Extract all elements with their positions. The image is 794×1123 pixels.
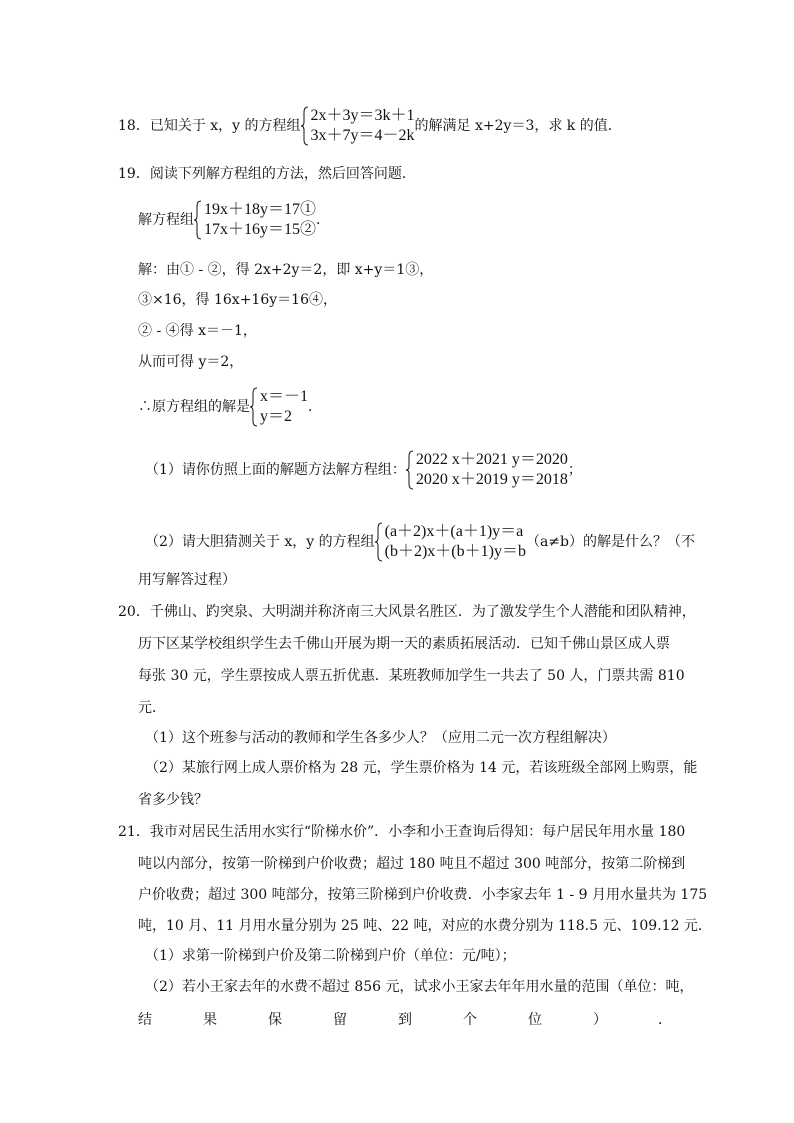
q20-line4: 元． xyxy=(138,700,166,716)
q21-part2-line2 xyxy=(138,1010,672,1030)
q18-prefix: 18．已知关于 x，y 的方程组 xyxy=(118,118,301,134)
q19-title: 19．阅读下列解方程组的方法，然后回答问题． xyxy=(118,166,416,182)
q19-part1-eq1: 2022 x＋2021 y＝2020 xyxy=(415,451,568,468)
q21-line2: 吨以内部分，按第一阶梯到户价收费；超过 180 吨且不超过 300 吨部分，按第二阶梯到 xyxy=(138,856,686,872)
q19-sys-eq1: 19x＋18y＝17① xyxy=(204,201,317,218)
q18-eq2: 3x＋7y＝4－2k xyxy=(310,127,415,144)
q19-sol-end: ． xyxy=(308,399,323,415)
q21-char: 位 xyxy=(528,1012,542,1028)
q20-part2-line2: 省多少钱？ xyxy=(138,792,208,808)
q19-part1-end: ； xyxy=(567,462,582,478)
q19-system xyxy=(194,200,316,240)
q19-part2 xyxy=(145,522,695,562)
q20-line2: 历下区某学校组织学生去千佛山开展为期一天的素质拓展活动．已知千佛山景区成人票 xyxy=(138,636,670,652)
q19-system-line xyxy=(138,200,330,240)
q20-part1: （1）这个班参与活动的教师和学生各多少人？（应用二元一次方程组解决） xyxy=(145,730,616,746)
left-brace-icon xyxy=(194,200,202,240)
q19-part2-eq1: (a＋2)x＋(a＋1)y＝a xyxy=(384,523,524,540)
q21-line4: 吨，10 月、11 月用水量分别为 25 吨、22 吨，对应的水费分别为 118.5 元、109.12 元． xyxy=(138,918,712,934)
q19-sys-end: ． xyxy=(316,212,331,228)
q19-conclusion xyxy=(138,387,322,427)
q19-conclusion-label: ∴原方程组的解是 xyxy=(138,399,250,415)
q21-part1: （1）求第一阶梯到户价及第二阶梯到户价（单位：元/吨）； xyxy=(145,948,516,964)
q19-part1-text: （1）请你仿照上面的解题方法解方程组： xyxy=(145,462,406,478)
q18-suffix: 的解满足 x+2y＝3，求 k 的值． xyxy=(414,118,622,134)
q21-char: 到 xyxy=(398,1012,412,1028)
q19-part1-system xyxy=(406,450,568,490)
q21-part2-line1: （2）若小王家去年的水费不超过 856 元，试求小王家去年年用水量的范围（单位：吨， xyxy=(145,979,694,995)
q19-sol1: x＝－1 xyxy=(260,388,309,405)
q21-char: ． xyxy=(658,1012,672,1028)
q19-part2-suffix: （a≠b）的解是什么？（不 xyxy=(525,534,695,550)
q21-char: 果 xyxy=(203,1012,217,1028)
q20-part2-line1: （2）某旅行网上成人票价格为 28 元，学生票价格为 14 元，若该班级全部网上购票，能 xyxy=(145,760,698,776)
q19-part2-eq2: (b＋2)x＋(b＋1)y＝b xyxy=(384,543,526,560)
q19-solution xyxy=(250,387,308,427)
q19-part2-text: （2）请大胆猜测关于 x，y 的方程组 xyxy=(145,534,375,550)
q21-line1: 21．我市对居民生活用水实行“阶梯水价”．小李和小王查询后得知：每户居民年用水量 180 xyxy=(118,824,686,840)
q19-system-label: 解方程组 xyxy=(138,212,194,228)
q21-line3: 户价收费；超过 300 吨部分，按第三阶梯到户价收费．小李家去年 1 - 9 月用水量共为 175 xyxy=(138,887,708,903)
q19-step2: ③×16，得 16x+16y＝16④， xyxy=(138,292,337,308)
q19-part2-system xyxy=(375,522,526,562)
q21-char: 个 xyxy=(463,1012,477,1028)
q19-step3: ② - ④得 x＝－1， xyxy=(138,323,257,339)
q21-char: ） xyxy=(593,1012,607,1028)
q19-part1 xyxy=(145,450,582,490)
q21-char: 留 xyxy=(333,1012,347,1028)
question-18 xyxy=(118,106,622,146)
q20-line1: 20．千佛山、趵突泉、大明湖并称济南三大风景名胜区．为了激发学生个人潜能和团队精神， xyxy=(118,604,696,620)
left-brace-icon xyxy=(406,450,414,490)
q20-line3: 每张 30 元，学生票按成人票五折优惠．某班教师加学生一共去了 50 人，门票共需 810 xyxy=(138,668,685,684)
left-brace-icon xyxy=(375,522,383,562)
q19-step4: 从而可得 y＝2， xyxy=(138,354,244,370)
left-brace-icon xyxy=(250,387,258,427)
q19-part2-cont: 用写解答过程） xyxy=(138,572,236,588)
left-brace-icon xyxy=(301,106,309,146)
q19-sol2: y＝2 xyxy=(260,408,293,425)
q19-part1-eq2: 2020 x＋2019 y＝2018 xyxy=(415,471,568,488)
q18-eq1: 2x＋3y＝3k＋1 xyxy=(310,107,415,124)
q21-char: 结 xyxy=(138,1012,152,1028)
q21-char: 保 xyxy=(268,1012,282,1028)
q18-system xyxy=(301,106,415,146)
q19-step1: 解：由① - ②，得 2x+2y＝2，即 x+y＝1③， xyxy=(138,262,434,278)
q19-sys-eq2: 17x＋16y＝15② xyxy=(204,221,317,238)
